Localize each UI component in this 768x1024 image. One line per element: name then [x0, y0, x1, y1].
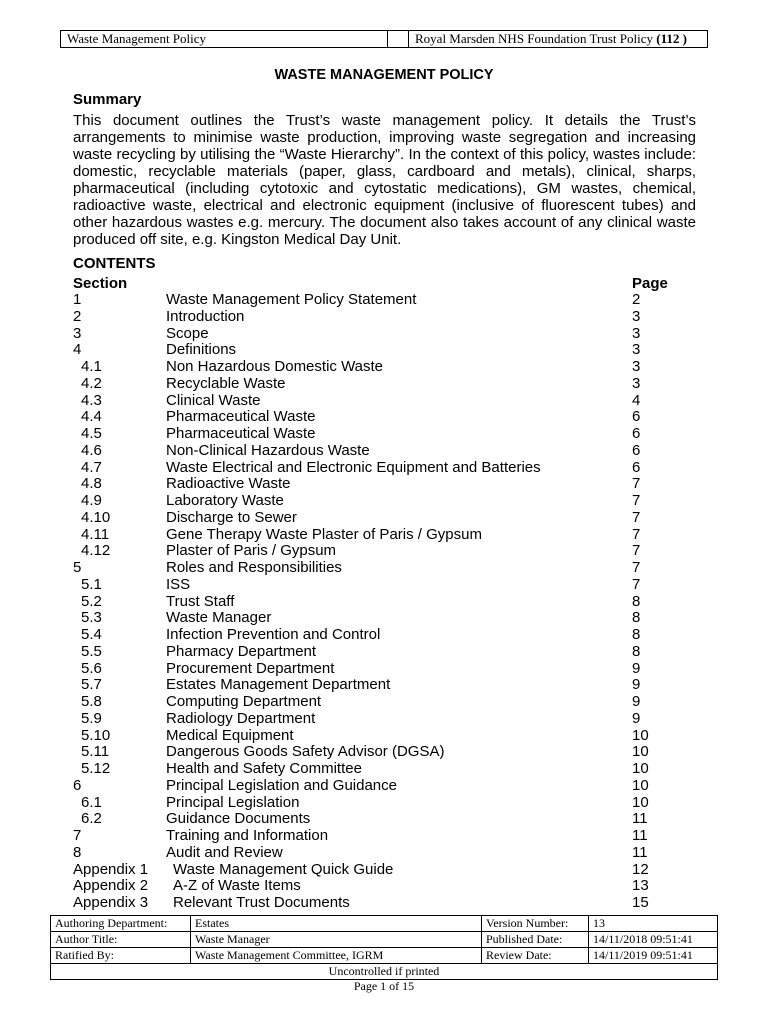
toc-page-number: 3 [632, 341, 641, 359]
toc-section-title: Pharmaceutical Waste [166, 425, 316, 442]
toc-page-number: 10 [632, 793, 649, 811]
toc-page-number: 8 [632, 592, 641, 610]
toc-section-title: Computing Department [166, 693, 322, 710]
toc-section-title: Principal Legislation [166, 793, 300, 811]
toc-section-number: 5 [73, 559, 82, 576]
toc-section-number: 8 [73, 843, 82, 861]
toc-section-title: Dangerous Goods Safety Advisor (DGSA) [166, 743, 445, 761]
toc-page-number: 4 [632, 391, 641, 409]
toc-section-number: 3 [73, 324, 82, 342]
toc-row [73, 577, 696, 594]
toc-section-number: 5.1 [81, 575, 102, 593]
uncontrolled-notice: Uncontrolled if printed [51, 964, 718, 980]
toc-page-number: 7 [632, 508, 641, 526]
toc-page-number: 11 [632, 810, 648, 828]
header-policy-reference [409, 31, 707, 47]
toc-page-number: 9 [632, 676, 641, 694]
toc-section-title: Health and Safety Committee [166, 760, 362, 777]
toc-row [73, 393, 696, 410]
running-header [60, 30, 708, 48]
toc-page-number: 2 [632, 291, 641, 308]
toc-section-title: Pharmaceutical Waste [166, 408, 316, 426]
toc-row [73, 795, 696, 812]
toc-section-title: Relevant Trust Documents [173, 894, 350, 911]
toc-page-number: 10 [632, 760, 649, 777]
toc-row [73, 510, 696, 527]
review-date-value: 14/11/2019 09:51:41 [589, 948, 718, 964]
version-number-label: Version Number: [482, 916, 589, 932]
toc-row [73, 744, 696, 761]
toc-section-title: Recyclable Waste [166, 374, 286, 392]
toc-section-title: Discharge to Sewer [166, 508, 297, 526]
toc-page-number: 9 [632, 709, 641, 727]
toc-row [73, 527, 696, 544]
toc-section-number: 5.2 [81, 592, 102, 610]
toc-section-number: 1 [73, 291, 82, 308]
toc-section-number: Appendix 3 [73, 894, 149, 911]
footer-row-uncontrolled [51, 964, 718, 980]
toc-row [73, 711, 696, 728]
toc-section-title: Clinical Waste [166, 391, 261, 409]
published-date-label: Published Date: [482, 932, 589, 948]
toc-section-title: Medical Equipment [166, 726, 294, 744]
toc-section-number: 2 [73, 307, 82, 325]
toc-header-row [73, 275, 696, 292]
toc-section-title: Radioactive Waste [166, 475, 291, 493]
review-date-label: Review Date: [482, 948, 589, 964]
contents-heading: CONTENTS [73, 255, 156, 272]
toc-row [73, 627, 696, 644]
toc-section-number: Appendix 2 [73, 877, 149, 895]
toc-page-number: 12 [632, 860, 649, 878]
toc-row [73, 761, 696, 778]
toc-section-title: Principal Legislation and Guidance [166, 776, 397, 794]
toc-row [73, 878, 696, 895]
toc-row [73, 326, 696, 343]
toc-section-title: Infection Prevention and Control [166, 626, 381, 643]
authoring-department-label: Authoring Department: [51, 916, 191, 932]
toc-row [73, 778, 696, 795]
header-spacer-cell [388, 31, 409, 47]
toc-page-number: 13 [632, 877, 649, 895]
toc-page-number: 7 [632, 525, 641, 543]
toc-page-number: 9 [632, 659, 641, 677]
toc-page-number: 10 [632, 726, 649, 744]
toc-page-number: 9 [632, 693, 641, 710]
table-of-contents [73, 275, 696, 912]
toc-section-title: ISS [166, 575, 191, 593]
toc-section-title: Estates Management Department [166, 676, 391, 694]
toc-section-title: Waste Manager [166, 609, 272, 627]
header-policy-label: Royal Marsden NHS Foundation Trust Policy [415, 31, 653, 46]
toc-page-number: 6 [632, 425, 641, 442]
document-control-table [50, 915, 718, 980]
toc-page-number: 6 [632, 408, 641, 426]
toc-page-number: 7 [632, 575, 641, 593]
page-number: Page 1 of 15 [353, 979, 415, 993]
toc-section-title: Roles and Responsibilities [166, 559, 342, 576]
version-number-value: 13 [589, 916, 718, 932]
footer-row-authoring [51, 916, 718, 932]
toc-row [73, 644, 696, 661]
toc-row [73, 560, 696, 577]
toc-section-title: Waste Management Quick Guide [173, 860, 394, 878]
toc-page-number: 3 [632, 358, 641, 375]
toc-section-number: 4.11 [81, 525, 110, 543]
toc-page-number: 11 [632, 843, 648, 861]
page-title: WASTE MANAGEMENT POLICY [274, 67, 494, 83]
toc-row [73, 342, 696, 359]
toc-page-number: 3 [632, 324, 641, 342]
toc-row [73, 460, 696, 477]
toc-section-number: 5.4 [81, 626, 102, 643]
toc-section-number: 4.3 [81, 391, 102, 409]
toc-page-column-label: Page [632, 275, 668, 292]
toc-section-number: 5.10 [81, 726, 111, 744]
toc-row [73, 811, 696, 828]
header-policy-number: (112 ) [656, 31, 687, 46]
footer-row-author [51, 932, 718, 948]
toc-section-number: 4.12 [81, 542, 111, 560]
toc-row [73, 828, 696, 845]
toc-row [73, 895, 696, 912]
toc-page-number: 7 [632, 559, 641, 576]
header-document-title: Waste Management Policy [61, 31, 388, 47]
toc-page-number: 15 [632, 894, 649, 911]
toc-section-title: Non-Clinical Hazardous Waste [166, 441, 370, 459]
toc-section-number: 6.1 [81, 793, 102, 811]
ratified-by-label: Ratified By: [51, 948, 191, 964]
toc-section-number: 4.8 [81, 475, 102, 493]
toc-section-number: 4.2 [81, 374, 102, 392]
toc-section-column-label: Section [73, 275, 128, 292]
toc-section-title: Audit and Review [166, 843, 283, 861]
toc-section-number: 4.4 [81, 408, 102, 426]
footer-row-ratified [51, 948, 718, 964]
toc-page-number: 3 [632, 374, 641, 392]
toc-section-number: 5.3 [81, 609, 102, 627]
toc-section-number: 5.9 [81, 709, 102, 727]
toc-section-number: 5.12 [81, 760, 111, 777]
author-title-label: Author Title: [51, 932, 191, 948]
toc-section-number: 5.5 [81, 642, 102, 660]
toc-row [73, 594, 696, 611]
toc-section-number: 4.7 [81, 458, 102, 476]
ratified-by-value: Waste Management Committee, IGRM [191, 948, 482, 964]
toc-section-number: 4.9 [81, 492, 102, 509]
toc-section-number: 5.7 [81, 676, 102, 694]
toc-section-title: Non Hazardous Domestic Waste [166, 358, 384, 375]
toc-section-title: Plaster of Paris / Gypsum [166, 542, 337, 560]
toc-section-title: Laboratory Waste [166, 492, 284, 509]
toc-page-number: 7 [632, 542, 641, 560]
toc-row [73, 661, 696, 678]
toc-section-number: 4.6 [81, 441, 102, 459]
toc-row [73, 862, 696, 879]
summary-paragraph: This document outlines the Trust’s waste management policy. It details the Trust’s arrangements to minimise waste production, improving waste segregation and increasing waste recycling by utilising the “Waste Hierarchy”. In the context of this policy, wastes include: domestic, recyclable materials (paper, glass, cardboard and metals), clinical, sharps, pharmaceutical (including cytotoxic and cytostatic medications), GM wastes, chemical, radioactive waste, electrical and electronic equipment (inclusive of fluorescent tubes) and other hazardous wastes e.g. mercury. The document also takes account of any clinical waste produced off site, e.g. Kingston Medical Day Unit. [73, 112, 696, 248]
toc-section-number: 4.1 [81, 358, 102, 375]
toc-section-number: 7 [73, 827, 82, 844]
toc-section-number: 6 [73, 776, 82, 794]
toc-page-number: 11 [632, 827, 648, 844]
toc-section-title: Waste Electrical and Electronic Equipment and Batteries [166, 458, 541, 476]
toc-row [73, 292, 696, 309]
toc-row [73, 543, 696, 560]
toc-section-title: Introduction [166, 307, 245, 325]
toc-row [73, 677, 696, 694]
toc-section-title: Scope [166, 324, 209, 342]
toc-section-title: Guidance Documents [166, 810, 311, 828]
toc-row [73, 409, 696, 426]
toc-section-number: 4.10 [81, 508, 111, 526]
toc-section-number: 5.11 [81, 743, 110, 761]
toc-section-number: Appendix 1 [73, 860, 149, 878]
toc-page-number: 7 [632, 475, 641, 493]
toc-page-number: 8 [632, 626, 641, 643]
toc-section-title: A-Z of Waste Items [173, 877, 301, 895]
toc-row [73, 359, 696, 376]
toc-section-title: Procurement Department [166, 659, 335, 677]
toc-row [73, 610, 696, 627]
toc-section-number: 5.8 [81, 693, 102, 710]
toc-section-title: Pharmacy Department [166, 642, 317, 660]
toc-page-number: 6 [632, 441, 641, 459]
authoring-department-value: Estates [191, 916, 482, 932]
toc-section-title: Definitions [166, 341, 237, 359]
author-title-value: Waste Manager [191, 932, 482, 948]
toc-page-number: 6 [632, 458, 641, 476]
toc-page-number: 8 [632, 609, 641, 627]
toc-page-number: 10 [632, 743, 649, 761]
toc-section-title: Gene Therapy Waste Plaster of Paris / Gypsum [166, 525, 482, 543]
toc-section-number: 5.6 [81, 659, 102, 677]
toc-section-number: 6.2 [81, 810, 102, 828]
toc-section-title: Trust Staff [166, 592, 235, 610]
toc-section-title: Radiology Department [166, 709, 316, 727]
toc-page-number: 3 [632, 307, 641, 325]
toc-page-number: 8 [632, 642, 641, 660]
toc-page-number: 7 [632, 492, 641, 509]
toc-row [73, 493, 696, 510]
toc-row [73, 845, 696, 862]
toc-section-title: Waste Management Policy Statement [166, 291, 417, 308]
toc-row [73, 426, 696, 443]
toc-row [73, 728, 696, 745]
toc-section-title: Training and Information [166, 827, 329, 844]
published-date-value: 14/11/2018 09:51:41 [589, 932, 718, 948]
toc-row [73, 309, 696, 326]
toc-section-number: 4.5 [81, 425, 102, 442]
toc-row [73, 476, 696, 493]
toc-page-number: 10 [632, 776, 649, 794]
toc-row [73, 376, 696, 393]
toc-section-number: 4 [73, 341, 82, 359]
toc-row [73, 443, 696, 460]
summary-heading: Summary [73, 91, 142, 108]
toc-row [73, 694, 696, 711]
